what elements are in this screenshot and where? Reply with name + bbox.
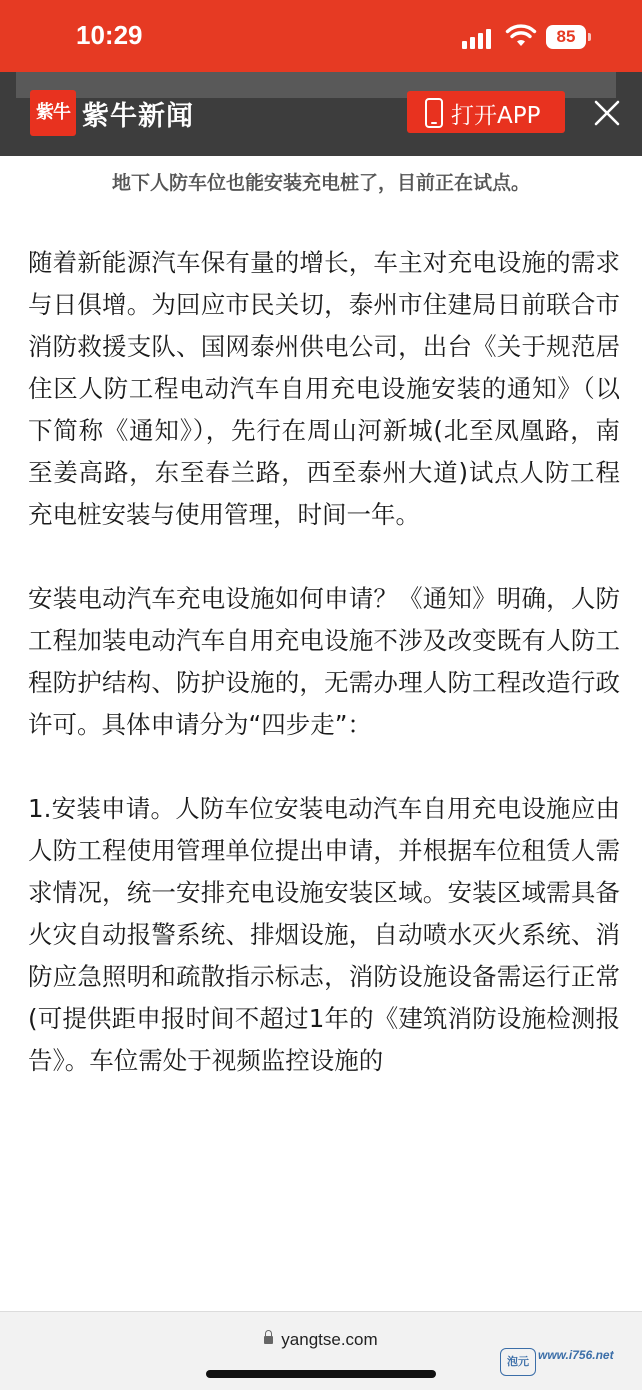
- brand-logo-mark[interactable]: 紫牛: [30, 90, 76, 136]
- article-paragraph: 1.安装申请。人防车位安装电动汽车自用充电设施应由人防工程使用管理单位提出申请，并根据车位租赁人需求情况，统一安排充电设施安装区域。安装区域需具备火灾自动报警系统、排烟设施，自动喷水灭火系统、消防应急照明和疏散指示标志，消防设施设备需运行正常(可提供距申报时间不超过1年的《建筑消防设施检测报告》。车位需处于视频监控设施的: [28, 794, 620, 1075]
- open-app-button[interactable]: [407, 91, 565, 133]
- brand-logo-name[interactable]: 紫牛新闻: [82, 101, 194, 132]
- article-paragraph: 随着新能源汽车保有量的增长，车主对充电设施的需求与日俱增。为回应市民关切，泰州市住建局日前联合市消防救援支队、国网泰州供电公司，出台《关于规范居住区人防工程电动汽车自用充电设施安装的通知》（以下简称《通知》），先行在周山河新城(北至凤凰路，南至姜高路，东至春兰路，西至泰州大道)试点人防工程充电桩安装与使用管理，时间一年。: [28, 248, 620, 529]
- battery-nub: [588, 33, 591, 41]
- phone-icon: [425, 98, 443, 128]
- site-watermark: [500, 1346, 632, 1380]
- browser-address-bar[interactable]: [0, 1311, 642, 1390]
- watermark-url: www.i756.net: [538, 1348, 614, 1362]
- wifi-icon: [505, 24, 537, 48]
- article-body: [28, 242, 620, 1124]
- image-caption: 地下人防车位也能安装充电桩了，目前正在试点。: [111, 172, 530, 194]
- status-bar: [0, 0, 642, 72]
- status-time: 10:29: [76, 20, 143, 50]
- signal-icon: [462, 27, 496, 49]
- lock-icon: [264, 1336, 273, 1344]
- close-icon[interactable]: [592, 98, 622, 128]
- home-indicator[interactable]: [206, 1370, 436, 1378]
- open-app-label: 打开APP: [451, 103, 541, 129]
- article-paragraph: 安装电动汽车充电设施如何申请？《通知》明确，人防工程加装电动汽车自用充电设施不涉及改变既有人防工程防护结构、防护设施的，无需办理人防工程改造行政许可。具体申请分为“四步走”：: [28, 584, 620, 739]
- url-text: yangtse.com: [281, 1330, 378, 1349]
- battery-icon: 85: [546, 25, 586, 49]
- watermark-logo: 泡元: [500, 1348, 536, 1376]
